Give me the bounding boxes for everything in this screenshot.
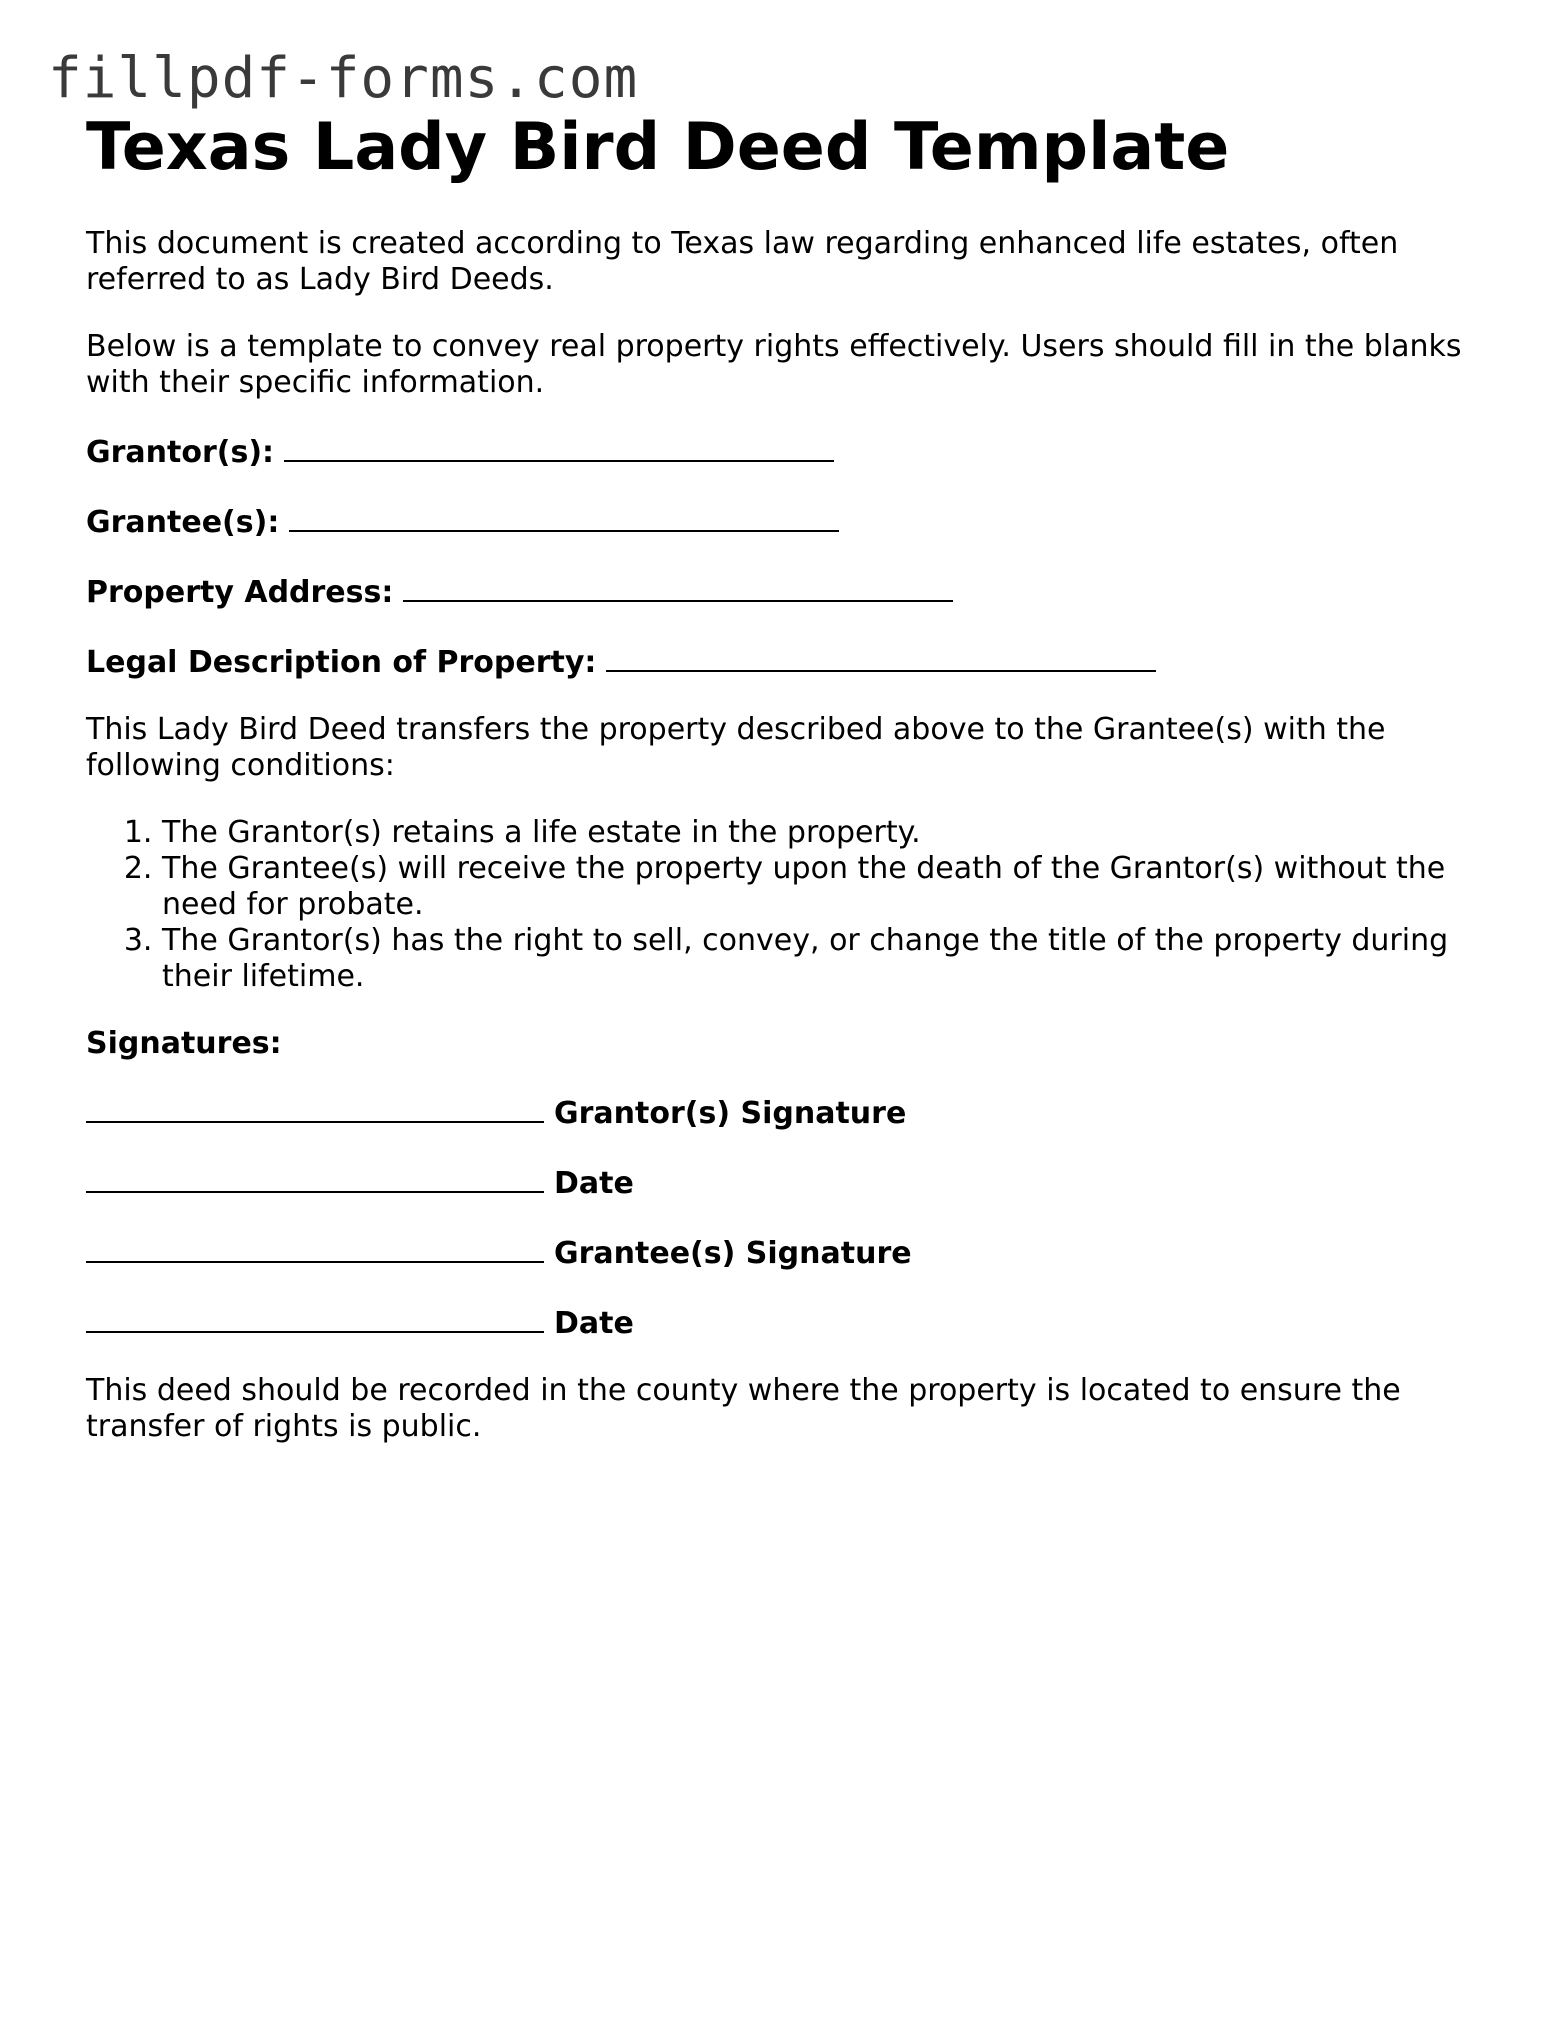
legal-description-blank[interactable] [606, 642, 1156, 672]
transfer-paragraph: This Lady Bird Deed transfers the property described above to the Grantee(s) with the following conditions: [86, 712, 1386, 783]
grantee-signature-label: Grantee(s) Signature [554, 1236, 912, 1271]
page-title: Texas Lady Bird Deed Template [86, 110, 1230, 185]
legal-description-field [86, 642, 1486, 681]
grantor-signature-label: Grantor(s) Signature [554, 1096, 907, 1131]
property-address-field [86, 572, 1486, 611]
grantor-blank[interactable] [284, 432, 834, 462]
condition-item: 1. The Grantor(s) retains a life estate in the property. [162, 815, 1486, 851]
grantor-signature-blank[interactable] [86, 1093, 544, 1123]
grantee-field [86, 502, 1486, 541]
property-address-label: Property Address: [86, 575, 394, 610]
condition-item: 3. The Grantor(s) has the right to sell, convey, or change the title of the property during their lifetime. [162, 923, 1486, 995]
watermark: fillpdf-forms.com [48, 46, 639, 111]
intro-paragraph-2: Below is a template to convey real property rights effectively. Users should fill in the blanks with their specific information. [86, 329, 1462, 400]
grantor-date-label: Date [554, 1166, 634, 1201]
conditions-list [86, 815, 1486, 995]
grantor-field [86, 432, 1486, 471]
signatures-heading: Signatures: [86, 1026, 282, 1061]
intro-paragraph-1: This document is created according to Texas law regarding enhanced life estates, often referred to as Lady Bird Deeds. [86, 226, 1399, 297]
grantor-label: Grantor(s): [86, 435, 275, 470]
grantee-date-blank[interactable] [86, 1303, 544, 1333]
document-body [86, 108, 1486, 1445]
grantor-date-blank[interactable] [86, 1163, 544, 1193]
grantee-signature-row [86, 1233, 1486, 1272]
legal-description-label: Legal Description of Property: [86, 645, 597, 680]
grantor-signature-row [86, 1093, 1486, 1132]
property-address-blank[interactable] [403, 572, 953, 602]
grantee-signature-blank[interactable] [86, 1233, 544, 1263]
grantee-blank[interactable] [289, 502, 839, 532]
grantee-date-row [86, 1303, 1486, 1342]
grantee-date-label: Date [554, 1306, 634, 1341]
grantor-date-row [86, 1163, 1486, 1202]
grantee-label: Grantee(s): [86, 505, 280, 540]
closing-paragraph: This deed should be recorded in the county where the property is located to ensure the transfer of rights is public. [86, 1373, 1401, 1444]
condition-item: 2. The Grantee(s) will receive the property upon the death of the Grantor(s) without the need for probate. [162, 851, 1486, 923]
